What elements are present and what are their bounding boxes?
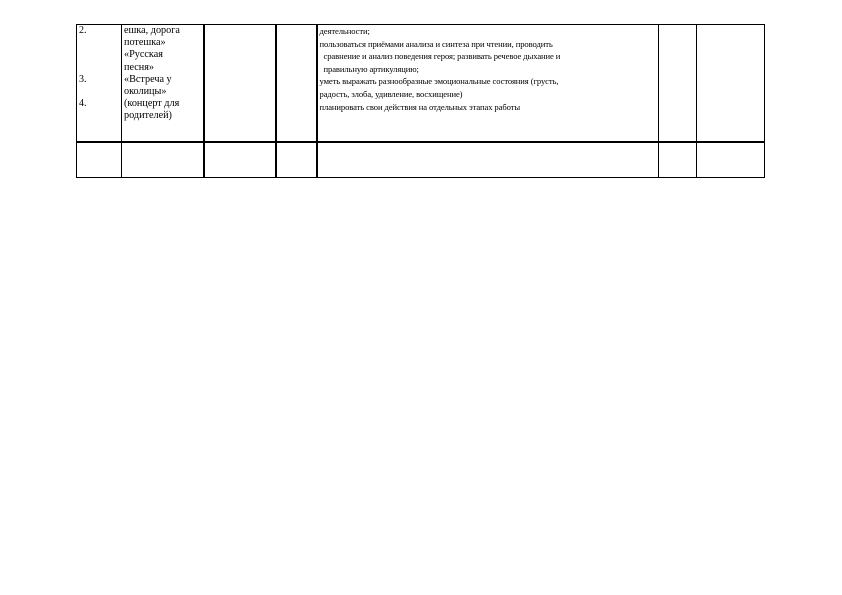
goal-line: уметь выражать разнообразные эмоциональные состояния (грусть, xyxy=(319,76,559,87)
number-cell xyxy=(77,25,122,143)
goal-line: радость, злоба, удивление, восхищение) xyxy=(319,88,463,99)
empty-cell xyxy=(697,25,765,143)
title-cell xyxy=(122,25,204,143)
lesson-title-line: «Встреча у xyxy=(124,73,172,85)
lesson-title-line: околицы» xyxy=(124,86,167,98)
empty-cell xyxy=(122,142,204,178)
empty-cell xyxy=(659,142,697,178)
empty-cell xyxy=(276,142,317,178)
lesson-title-line: ешка, дорога xyxy=(124,25,180,36)
goal-line: деятельности; xyxy=(319,26,370,36)
lesson-number: 4. xyxy=(79,98,87,110)
empty-cell xyxy=(697,142,765,178)
table-row xyxy=(77,142,765,178)
empty-cell xyxy=(204,25,276,143)
empty-cell xyxy=(317,142,659,178)
empty-cell xyxy=(204,142,276,178)
goal-line: сравнение и анализ поведения героя; развивать речевое дыхание и xyxy=(323,51,561,62)
empty-cell xyxy=(77,142,122,178)
lesson-title-line: «Русская xyxy=(124,49,163,61)
lesson-title-line: (концерт для xyxy=(124,98,180,110)
lesson-number: 2. xyxy=(79,25,87,36)
empty-cell xyxy=(276,25,317,143)
goal-line: пользоваться приёмами анализа и синтеза при чтении, проводить xyxy=(319,38,553,49)
goal-line: правильную артикуляцию; xyxy=(323,63,419,74)
table-row xyxy=(77,25,765,143)
lesson-title-line: песня» xyxy=(124,61,154,73)
lesson-number: 3. xyxy=(79,73,87,85)
lesson-title-line: потешка» xyxy=(124,37,166,49)
lesson-plan-table xyxy=(76,24,765,178)
empty-cell xyxy=(659,25,697,143)
lesson-title-line: родителей) xyxy=(124,110,172,122)
goal-line: планировать свои действия на отдельных этапах работы xyxy=(319,101,521,112)
goals-cell xyxy=(317,25,659,143)
